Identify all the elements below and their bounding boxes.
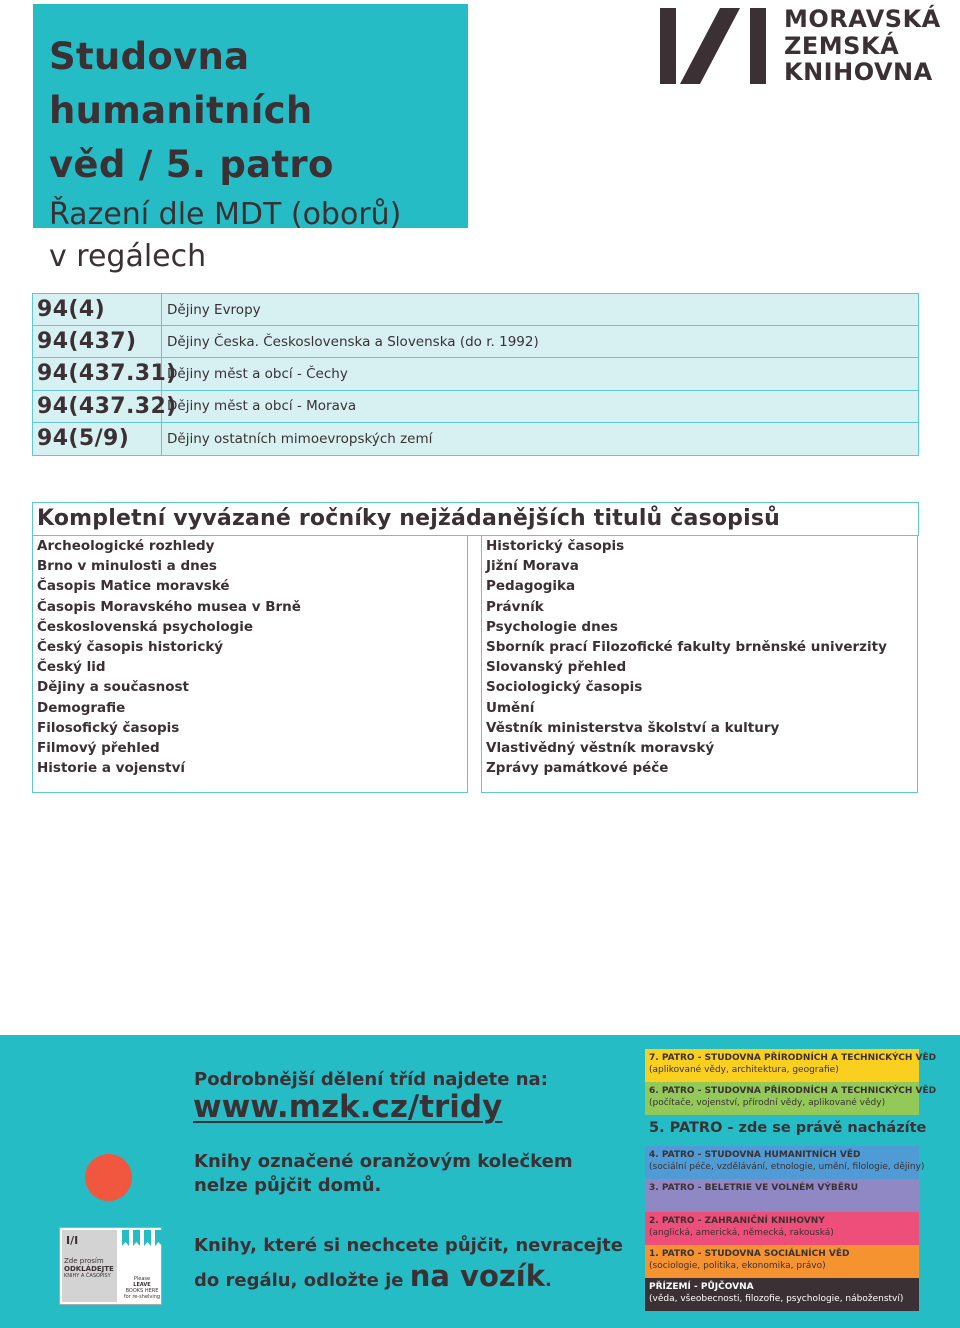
list-item: Časopis Matice moravské bbox=[37, 578, 230, 595]
floor-name: 4. PATRO - STUDOVNA HUMANITNÍCH VĚD bbox=[649, 1150, 861, 1160]
more-info-label: Podrobnější dělení tříd najdete na: bbox=[194, 1069, 548, 1090]
return-note-cart: na vozík bbox=[409, 1259, 545, 1293]
floor-name: 7. PATRO - STUDOVNA PŘÍRODNÍCH A TECHNICKÝCH VĚD bbox=[649, 1053, 937, 1063]
list-item: Sociologický časopis bbox=[486, 679, 643, 696]
logo-text-line2: ZEMSKÁ bbox=[784, 31, 900, 60]
list-item: Historie a vojenství bbox=[37, 760, 186, 777]
list-item: Český lid bbox=[37, 659, 106, 676]
title-block bbox=[33, 4, 468, 274]
list-item: Československá psychologie bbox=[37, 618, 254, 635]
floor-item bbox=[645, 1082, 937, 1115]
mdt-code: 94(437.31) bbox=[33, 358, 162, 389]
table-row bbox=[33, 358, 918, 390]
floor-description: (počítače, vojenství, přírodní vědy, aplikované vědy) bbox=[649, 1098, 886, 1108]
journals-heading: Kompletní vyvázané ročníky nejžádanějších titulů časopisů bbox=[32, 502, 919, 536]
list-item: Psychologie dnes bbox=[486, 618, 618, 635]
mdt-description: Dějiny Česka. Československa a Slovenska (do r. 1992) bbox=[167, 333, 539, 350]
list-item: Demografie bbox=[37, 699, 126, 716]
list-item: Filosofický časopis bbox=[37, 719, 180, 736]
floor-directory bbox=[645, 1049, 937, 1311]
floor-name: 5. PATRO - zde se právě nacházíte bbox=[649, 1120, 927, 1136]
floor-name: 1. PATRO - STUDOVNA SOCIÁLNÍCH VĚD bbox=[649, 1249, 850, 1259]
table-row bbox=[33, 423, 918, 455]
mdt-description: Dějiny Evropy bbox=[167, 301, 261, 318]
floor-item bbox=[645, 1146, 925, 1179]
book-cart-sign-en1: Please bbox=[133, 1276, 151, 1282]
floor-description: (aplikované vědy, architektura, geografie) bbox=[649, 1065, 839, 1075]
floor-description: (sociologie, politika, ekonomika, právo) bbox=[649, 1261, 826, 1271]
book-cart-sign-logo: I/I bbox=[66, 1234, 79, 1247]
list-item: Pedagogika bbox=[486, 578, 576, 595]
list-item: Český časopis historický bbox=[37, 639, 224, 656]
list-item: Historický časopis bbox=[486, 538, 625, 554]
page-subtitle-line1: Řazení dle MDT (oborů) bbox=[49, 197, 402, 232]
library-logo-text bbox=[784, 6, 941, 86]
classes-link[interactable]: www.mzk.cz/tridy bbox=[193, 1089, 503, 1125]
page-title-line2: věd / 5. patro bbox=[49, 143, 334, 186]
floor-name: 2. PATRO - ZAHRANIČNÍ KNIHOVNY bbox=[649, 1216, 825, 1226]
floor-name: 6. PATRO - STUDOVNA PŘÍRODNÍCH A TECHNICKÝCH VĚD bbox=[649, 1086, 937, 1096]
return-note-end: . bbox=[544, 1270, 552, 1291]
floor-description: (anglická, americká, německá, rakouská) bbox=[649, 1228, 834, 1238]
logo-text-line1: MORAVSKÁ bbox=[784, 5, 941, 33]
list-item: Jižní Morava bbox=[486, 558, 579, 575]
return-note-text: Knihy, které si nechcete půjčit, nevracejte do regálu, odložte je bbox=[194, 1235, 623, 1291]
table-row bbox=[33, 391, 918, 423]
floor-item bbox=[645, 1278, 919, 1311]
table-row bbox=[33, 294, 918, 326]
list-item: Slovanský přehled bbox=[486, 659, 627, 676]
book-cart-sign-en2: LEAVE bbox=[133, 1282, 151, 1288]
journals-list-left bbox=[32, 535, 468, 793]
page-subtitle-line2: v regálech bbox=[49, 239, 207, 274]
mdt-classification-table bbox=[32, 293, 919, 456]
mdt-code: 94(5/9) bbox=[33, 423, 162, 455]
list-item: Vlastivědný věstník moravský bbox=[486, 740, 715, 757]
orange-dot-note: Knihy označené oranžovým kolečkem nelze půjčit domů. bbox=[194, 1151, 573, 1196]
mdt-code: 94(437) bbox=[33, 326, 162, 357]
book-cart-sign-en bbox=[123, 1276, 161, 1300]
bookmark-tabs-icon bbox=[122, 1230, 162, 1246]
list-item: Dějiny a současnost bbox=[37, 679, 189, 696]
floor-name: 3. PATRO - BELETRIE VE VOLNÉM VÝBĚRU bbox=[649, 1183, 859, 1193]
mdt-description: Dějiny měst a obcí - Morava bbox=[167, 398, 357, 415]
book-cart-sign-en4: for re-shelving bbox=[123, 1294, 161, 1300]
floor-name: PŘÍZEMÍ - PŮJČOVNA bbox=[649, 1282, 754, 1292]
list-item: Filmový přehled bbox=[37, 740, 160, 757]
floor-item bbox=[645, 1245, 919, 1278]
floor-item bbox=[645, 1179, 919, 1212]
floor-description: (sociální péče, vzdělávání, etnologie, umění, filologie, dějiny) bbox=[649, 1162, 925, 1172]
return-books-note bbox=[194, 1231, 634, 1296]
floor-item bbox=[645, 1212, 919, 1245]
mdt-description: Dějiny ostatních mimoevropských zemí bbox=[167, 430, 433, 447]
table-row bbox=[33, 326, 918, 358]
list-item: Zprávy památkové péče bbox=[486, 760, 669, 777]
list-item: Umění bbox=[486, 699, 535, 716]
list-item: Věstník ministerstva školství a kultury bbox=[486, 719, 780, 736]
library-logo bbox=[660, 6, 940, 88]
book-cart-sign-cz3: KNIHY A ČASOPISY bbox=[64, 1273, 111, 1279]
mdt-description: Dějiny měst a obcí - Čechy bbox=[167, 365, 348, 382]
floor-item bbox=[645, 1049, 937, 1082]
book-cart-sign-cz1: Zde prosím bbox=[64, 1257, 104, 1265]
list-item: Právník bbox=[486, 598, 544, 615]
floor-item bbox=[645, 1115, 927, 1146]
mdt-code: 94(437.32) bbox=[33, 391, 162, 422]
library-logo-mark-icon bbox=[660, 8, 775, 86]
journals-list-right bbox=[481, 535, 918, 793]
list-item: Sborník prací Filozofické fakulty brněnské univerzity bbox=[486, 639, 887, 656]
orange-dot-icon bbox=[85, 1154, 132, 1201]
list-item: Archeologické rozhledy bbox=[37, 538, 215, 554]
book-cart-sign-en3: BOOKS HERE bbox=[125, 1288, 159, 1294]
floor-description: (věda, všeobecnosti, filozofie, psychologie, náboženství) bbox=[649, 1294, 904, 1304]
list-item: Časopis Moravského musea v Brně bbox=[37, 598, 301, 615]
page-title-line1: Studovna humanitních bbox=[49, 35, 313, 132]
book-cart-sign-cz2: ODKLÁDEJTE bbox=[64, 1265, 114, 1273]
list-item: Brno v minulosti a dnes bbox=[37, 558, 217, 575]
logo-text-line3: KNIHOVNA bbox=[784, 58, 933, 86]
book-cart-sign-icon bbox=[59, 1227, 162, 1305]
mdt-code: 94(4) bbox=[33, 294, 162, 325]
